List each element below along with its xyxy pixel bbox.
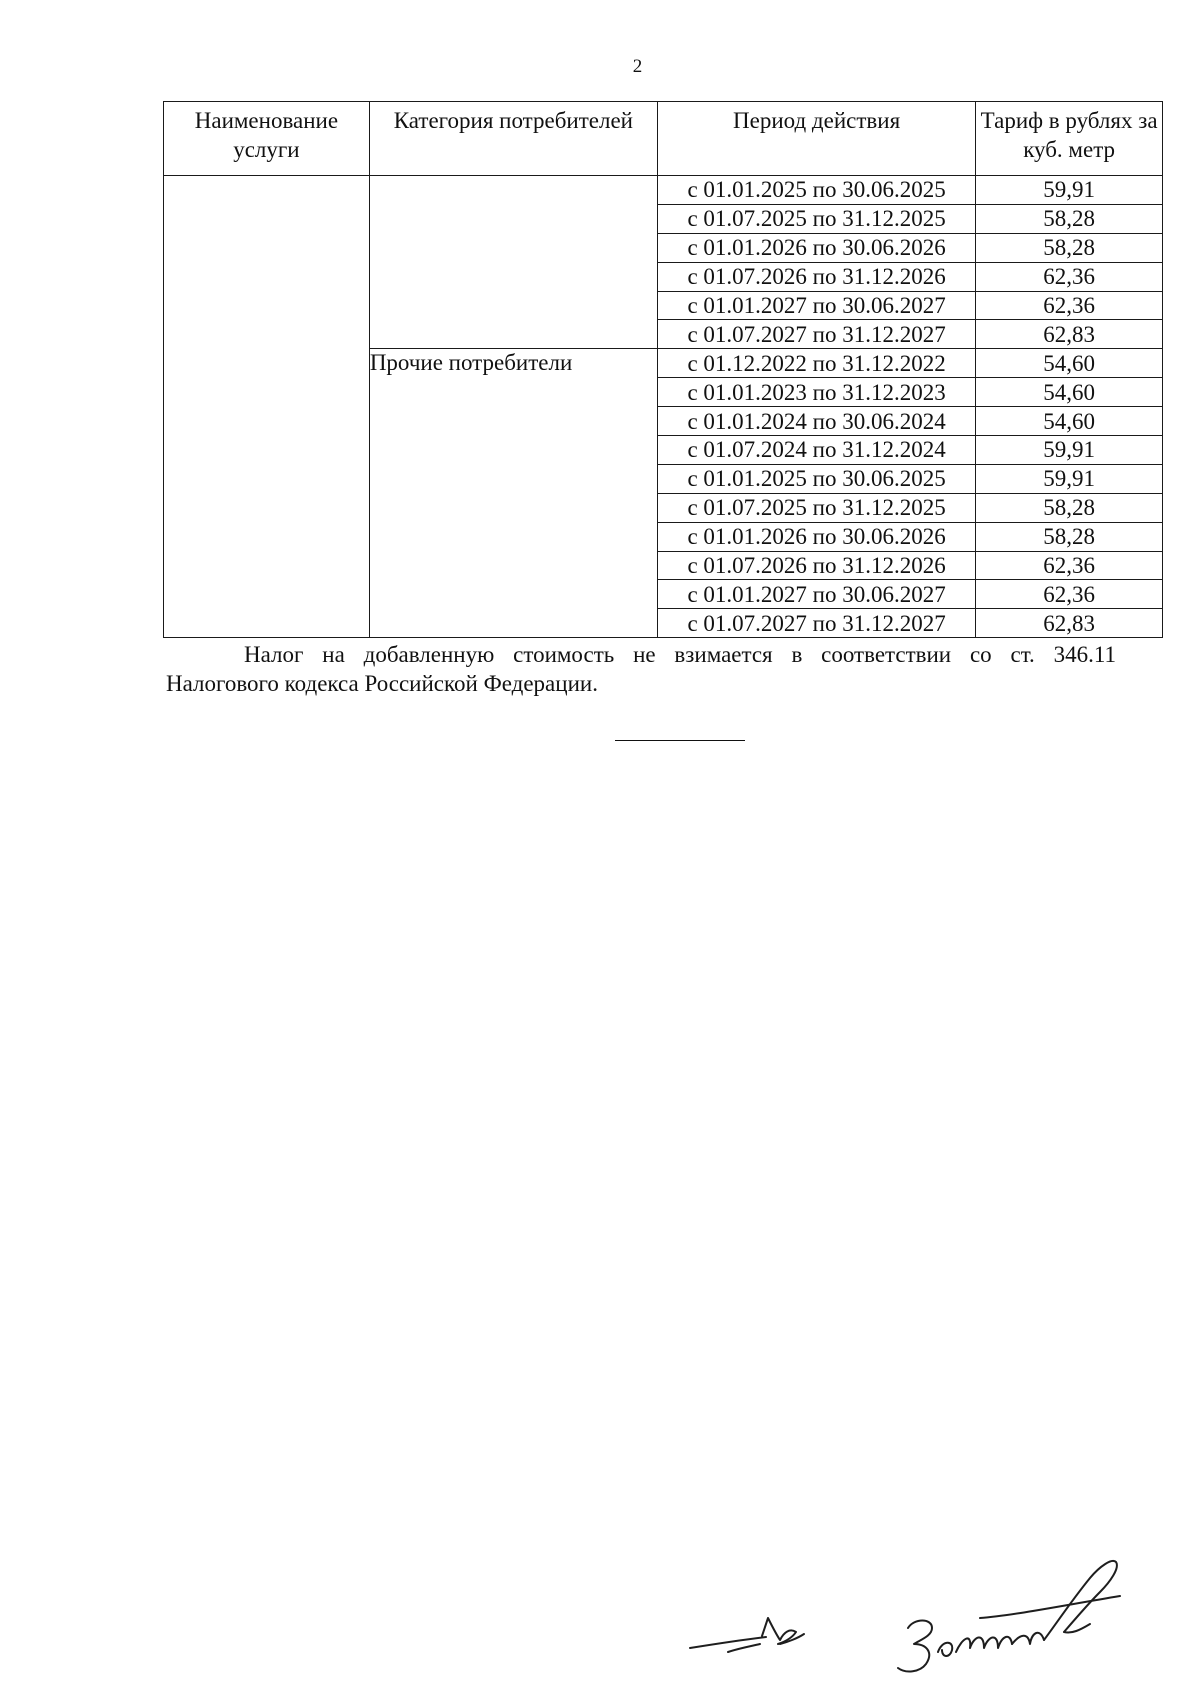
period-cell: с 01.01.2023 по 31.12.2023 bbox=[657, 378, 975, 407]
tariff-cell: 54,60 bbox=[976, 407, 1163, 436]
tariff-cell: 54,60 bbox=[976, 349, 1163, 378]
period-cell: с 01.07.2026 по 31.12.2026 bbox=[657, 262, 975, 291]
table-row bbox=[164, 176, 1163, 205]
period-cell: с 01.07.2024 по 31.12.2024 bbox=[657, 436, 975, 465]
tariff-cell: 54,60 bbox=[976, 378, 1163, 407]
vat-note-line: Налог на добавленную стоимость не взимается в соответствии со ст. 346.11 bbox=[244, 642, 1116, 667]
signature-graphic bbox=[680, 1540, 1160, 1690]
tariff-table bbox=[163, 101, 1163, 638]
tariff-cell: 62,83 bbox=[976, 320, 1163, 349]
tariff-cell: 62,36 bbox=[976, 262, 1163, 291]
period-cell: с 01.01.2026 по 30.06.2026 bbox=[657, 522, 975, 551]
period-cell: с 01.01.2025 по 30.06.2025 bbox=[657, 176, 975, 205]
period-cell: с 01.12.2022 по 31.12.2022 bbox=[657, 349, 975, 378]
tariff-cell: 58,28 bbox=[976, 522, 1163, 551]
tariff-cell: 59,91 bbox=[976, 464, 1163, 493]
tariff-cell: 62,36 bbox=[976, 580, 1163, 609]
tariff-cell: 58,28 bbox=[976, 233, 1163, 262]
tariff-cell: 59,91 bbox=[976, 176, 1163, 205]
tariff-cell: 62,83 bbox=[976, 609, 1163, 638]
period-cell: с 01.07.2027 по 31.12.2027 bbox=[657, 609, 975, 638]
vat-note bbox=[166, 640, 1116, 698]
header-category: Категория потребителей bbox=[369, 102, 657, 176]
handwritten-signature bbox=[680, 1540, 1160, 1695]
header-period: Период действия bbox=[657, 102, 975, 176]
header-service: Наименование услуги bbox=[164, 102, 370, 176]
closing-rule bbox=[615, 740, 745, 741]
header-tariff: Тариф в рублях за куб. метр bbox=[976, 102, 1163, 176]
period-cell: с 01.07.2025 по 31.12.2025 bbox=[657, 493, 975, 522]
tariff-cell: 62,36 bbox=[976, 291, 1163, 320]
period-cell: с 01.01.2027 по 30.06.2027 bbox=[657, 580, 975, 609]
period-cell: с 01.01.2025 по 30.06.2025 bbox=[657, 464, 975, 493]
period-cell: с 01.07.2025 по 31.12.2025 bbox=[657, 204, 975, 233]
service-name-cell bbox=[164, 176, 370, 638]
period-cell: с 01.01.2024 по 30.06.2024 bbox=[657, 407, 975, 436]
category-cell bbox=[369, 176, 657, 349]
tariff-cell: 58,28 bbox=[976, 204, 1163, 233]
table-header-row bbox=[164, 102, 1163, 176]
page-number: 2 bbox=[632, 56, 643, 77]
period-cell: с 01.01.2027 по 30.06.2027 bbox=[657, 291, 975, 320]
period-cell: с 01.07.2026 по 31.12.2026 bbox=[657, 551, 975, 580]
vat-note-line: Налогового кодекса Российской Федерации. bbox=[166, 671, 598, 696]
tariff-cell: 58,28 bbox=[976, 493, 1163, 522]
tariff-cell: 59,91 bbox=[976, 436, 1163, 465]
period-cell: с 01.07.2027 по 31.12.2027 bbox=[657, 320, 975, 349]
category-cell: Прочие потребители bbox=[369, 349, 657, 638]
tariff-cell: 62,36 bbox=[976, 551, 1163, 580]
period-cell: с 01.01.2026 по 30.06.2026 bbox=[657, 233, 975, 262]
